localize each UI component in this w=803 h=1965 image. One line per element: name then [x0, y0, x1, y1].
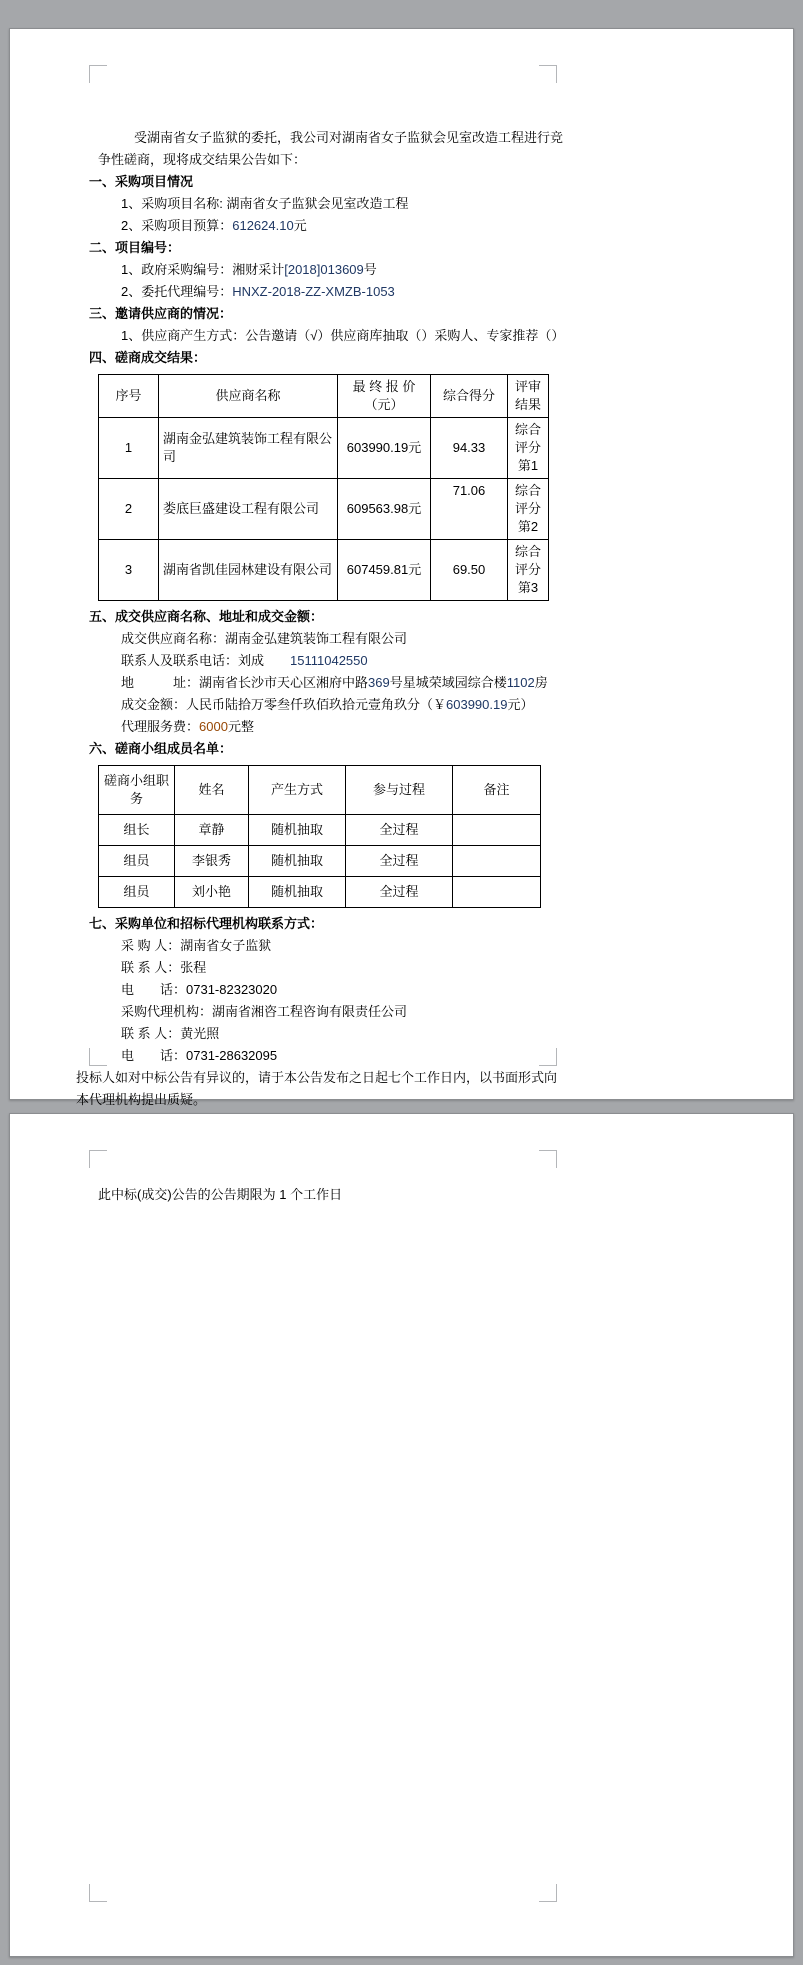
address-part: 号星城荣域园综合楼 — [389, 675, 507, 690]
section-7-heading: 七、采购单位和招标代理机构联系方式： — [89, 916, 324, 931]
address-room-no: 1102 — [506, 675, 535, 690]
gov-procurement-no-line — [121, 259, 568, 281]
results-table — [98, 374, 549, 601]
cell-seq-no: 2 — [99, 479, 159, 540]
header-panel-method: 产生方式 — [249, 766, 346, 815]
table-row — [99, 877, 541, 908]
cell-supplier-name: 娄底巨盛建设工程有限公司 — [159, 479, 338, 540]
agency-fee-line — [121, 716, 568, 738]
contact-phone: 15111042550 — [290, 653, 368, 668]
cell-final-price: 603990.19元 — [338, 418, 431, 479]
cell-score: 94.33 — [431, 418, 508, 479]
cell-final-price: 607459.81元 — [338, 540, 431, 601]
cell-score: 71.06 — [431, 479, 508, 540]
cell-seq-no: 1 — [99, 418, 159, 479]
cell-panel-role: 组员 — [99, 846, 175, 877]
supplier-source-line: 1、供应商产生方式：公告邀请（√）供应商库抽取（）采购人、专家推荐（） — [121, 328, 565, 343]
cell-supplier-name: 湖南省凯佳园林建设有限公司 — [159, 540, 338, 601]
purchaser-contact-line: 联 系 人：张程 — [121, 960, 207, 975]
fee-value: 6000 — [199, 719, 228, 734]
result-rank: 第1 — [517, 458, 539, 473]
project-budget-line — [121, 215, 568, 237]
header-review-result: 评审结果 — [508, 375, 549, 418]
panel-header-row — [99, 766, 541, 815]
budget-label: 2、采购项目预算： — [121, 218, 233, 233]
budget-value: 612624.10 — [232, 218, 294, 233]
address-street-no: 369 — [368, 675, 390, 690]
result-text: 综合评分 — [514, 544, 541, 577]
cell-panel-note — [453, 877, 541, 908]
table-row — [99, 418, 549, 479]
agency-name-line: 采购代理机构：湖南省湘咨工程咨询有限责任公司 — [121, 1004, 408, 1019]
crop-mark-bottom-left — [89, 1884, 107, 1902]
header-score: 综合得分 — [431, 375, 508, 418]
crop-mark-bottom-right — [539, 1884, 557, 1902]
cell-panel-note — [453, 846, 541, 877]
table-row — [99, 815, 541, 846]
header-panel-role: 磋商小组职务 — [99, 766, 175, 815]
budget-suffix: 元 — [293, 218, 307, 233]
crop-mark-top-left — [89, 1150, 107, 1168]
cell-review-result — [508, 479, 549, 540]
section-2-heading: 二、项目编号： — [89, 240, 181, 255]
cell-panel-role: 组长 — [99, 815, 175, 846]
gov-no-value: [2018]013609 — [284, 262, 364, 277]
purchaser-phone-line: 电 话：0731-82323020 — [121, 982, 278, 997]
cell-panel-process: 全过程 — [346, 815, 453, 846]
header-panel-process: 参与过程 — [346, 766, 453, 815]
header-seq-no: 序号 — [99, 375, 159, 418]
page-2 — [9, 1113, 794, 1957]
results-header-row — [99, 375, 549, 418]
intro-paragraph: 受湖南省女子监狱的委托，我公司对湖南省女子监狱会见室改造工程进行竞争性磋商，现将成交结果公告如下： — [98, 130, 564, 167]
section-4-heading: 四、磋商成交结果： — [89, 350, 207, 365]
page-1 — [9, 28, 794, 1107]
gov-no-suffix: 号 — [363, 262, 377, 277]
cell-panel-method: 随机抽取 — [249, 877, 346, 908]
cell-seq-no: 3 — [99, 540, 159, 601]
agency-phone-line: 电 话：0731-28632095 — [121, 1048, 278, 1063]
cell-score: 69.50 — [431, 540, 508, 601]
section-6-heading: 六、磋商小组成员名单： — [89, 741, 233, 756]
result-rank: 第2 — [517, 519, 539, 534]
table-row — [99, 479, 549, 540]
cell-panel-role: 组员 — [99, 877, 175, 908]
crop-mark-top-right — [539, 65, 557, 83]
address-part: 房 — [534, 675, 548, 690]
cell-panel-name: 章静 — [175, 815, 249, 846]
result-rank: 第3 — [517, 580, 539, 595]
project-name-line: 1、采购项目名称: 湖南省女子监狱会见室改造工程 — [121, 196, 409, 211]
section-5-heading: 五、成交供应商名称、地址和成交金额： — [89, 609, 324, 624]
amount-words: 成交金额：人民币陆拾万零叁仟玖佰玖拾元壹角玖分（￥ — [121, 697, 447, 712]
cell-panel-name: 刘小艳 — [175, 877, 249, 908]
panel-table — [98, 765, 541, 908]
crop-mark-top-right — [539, 1150, 557, 1168]
table-row — [99, 846, 541, 877]
cell-supplier-name: 湖南金弘建筑装饰工程有限公司 — [159, 418, 338, 479]
result-text: 综合评分 — [514, 422, 541, 455]
result-text: 综合评分 — [514, 483, 541, 516]
amount-suffix: 元） — [507, 697, 534, 712]
cell-panel-process: 全过程 — [346, 846, 453, 877]
cell-panel-note — [453, 815, 541, 846]
header-final-price: 最 终 报 价（元） — [338, 375, 431, 418]
objection-paragraph: 投标人如对中标公告有异议的，请于本公告发布之日起七个工作日内，以书面形式向本代理机构提出质疑。 — [76, 1070, 558, 1107]
table-row — [99, 540, 549, 601]
winner-address-line — [121, 672, 568, 694]
fee-suffix: 元整 — [227, 719, 254, 734]
agency-no-line — [121, 281, 568, 303]
page-1-content — [76, 127, 568, 1111]
winner-contact-line — [121, 650, 568, 672]
fee-label: 代理服务费： — [121, 719, 200, 734]
cell-panel-name: 李银秀 — [175, 846, 249, 877]
cell-panel-method: 随机抽取 — [249, 846, 346, 877]
contact-label: 联系人及联系电话：刘成 — [121, 653, 291, 668]
section-1-heading: 一、采购项目情况 — [89, 174, 194, 189]
publicity-period-line: 此中标(成交)公告的公告期限为 1 个工作日 — [98, 1187, 343, 1202]
crop-mark-top-left — [89, 65, 107, 83]
header-panel-name: 姓名 — [175, 766, 249, 815]
section-3-heading: 三、邀请供应商的情况： — [89, 306, 233, 321]
deal-amount-line — [121, 694, 568, 716]
cell-panel-method: 随机抽取 — [249, 815, 346, 846]
header-panel-note: 备注 — [453, 766, 541, 815]
gov-no-label: 1、政府采购编号：湘财采计 — [121, 262, 285, 277]
cell-panel-process: 全过程 — [346, 877, 453, 908]
agency-contact-line: 联 系 人：黄光照 — [121, 1026, 220, 1041]
cell-review-result — [508, 418, 549, 479]
amount-figure: 603990.19 — [446, 697, 508, 712]
page-2-content — [76, 1184, 568, 1206]
agency-no-label: 2、委托代理编号： — [121, 284, 233, 299]
header-supplier-name: 供应商名称 — [159, 375, 338, 418]
purchaser-line: 采 购 人：湖南省女子监狱 — [121, 938, 272, 953]
winner-name-line: 成交供应商名称：湖南金弘建筑装饰工程有限公司 — [121, 631, 408, 646]
address-part: 地 址：湖南省长沙市天心区湘府中路 — [121, 675, 369, 690]
agency-no-value: HNXZ-2018-ZZ-XMZB-1053 — [232, 284, 395, 299]
cell-final-price: 609563.98元 — [338, 479, 431, 540]
cell-review-result — [508, 540, 549, 601]
